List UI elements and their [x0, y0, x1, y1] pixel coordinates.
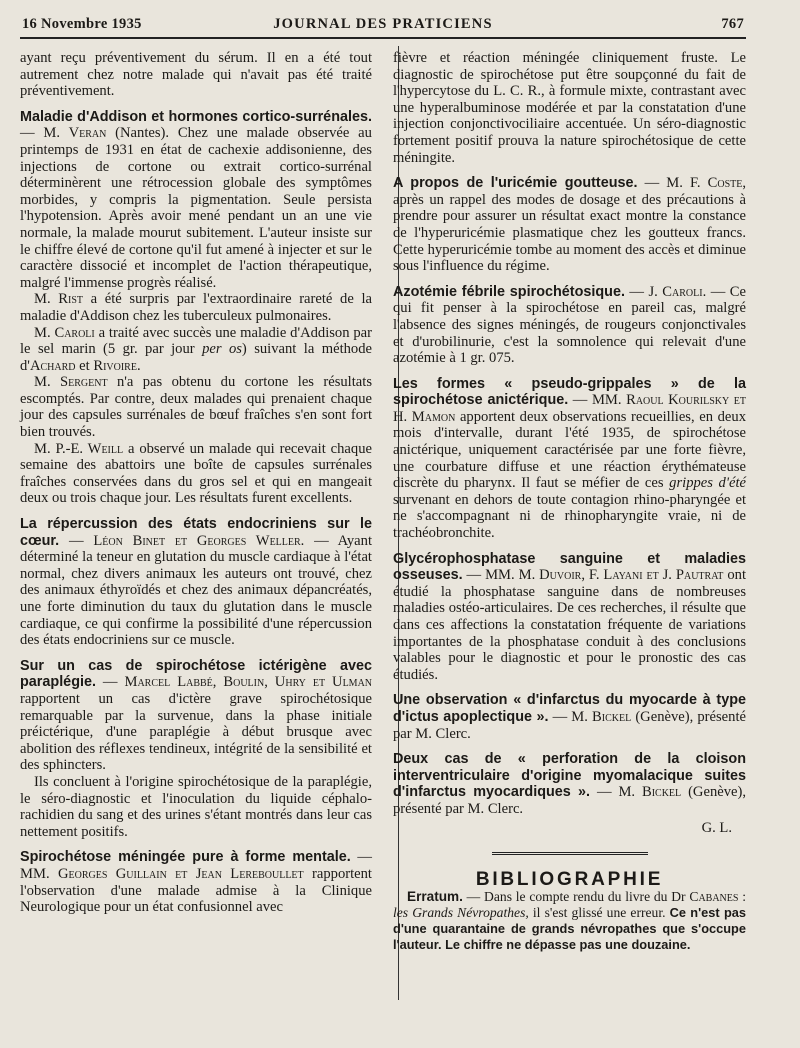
paragraph: Ils concluent à l'origine spirochétosique de la paraplégie, le séro-diagnostic et l'inoculation du liquide céphalo-rachidien du sang et des urines s'étant montrés dans leur cas nettement positifs.	[20, 773, 372, 840]
section-heading: Glycérophosphatase sanguine et maladies osseuses.	[393, 550, 746, 584]
author-name: M. F. Coste,	[666, 175, 747, 192]
author-name: Rivoire	[93, 357, 137, 374]
section-heading: Maladie d'Addison et hormones cortico-surrénales.	[20, 108, 372, 125]
spirochetose-paraplegie-section: Sur un cas de spirochétose ictérigène avec paraplégie. — Marcel Labbé, Boulin, Uhry et Ulman rapportent un cas d'ictère grave spirochétosique remarquable par la survenue, dans la phase initiale préictérique, d'une paraplégie à début brusque avec abolition des réflexes tendineux, intégrité de la sensibilité et des sphincters.	[20, 657, 373, 774]
azotemie-section: Azotémie fébrile spirochétosique. — J. Caroli. — Ce qui fit penser à la spirochétose en pareil cas, malgré l'absence des signes méningés, de rougeurs conjonctivales et d'urobilinurie, c'est la somnolence qui relevait d'une azotémie à 1 gr. 075.	[393, 283, 746, 367]
spirochetose-meningee-section: Spirochétose méningée pure à forme mentale. — MM. Georges Guillain et Jean Lereboullet rapportent l'observation d'une malade admise à la Clinique Neurologique pour un état confusionnel avec	[20, 849, 372, 916]
pseudo-grippales-section: Les formes « pseudo-grippales » de la spirochétose anictérique. — MM. Raoul Kourilsky et H. Mamon apportent deux observations recueillies, en deux mois d'intervalle, durant l'été 1935, de spirochétose anictérique, uniquement caractérisée par une forte fièvre, une courbature diffuse et une réaction érythémateuse discrète du pharynx. Il faut se méfier de ces grippes d'été survenant en dehors de toute contagion rhino-pharyngée et ne s'accompagnant ni de rhinopharyngite vraie, ni de trachéobronchite.	[393, 375, 746, 542]
presenter-text: présenté par M. Clerc.	[393, 800, 524, 817]
journal-title: JOURNAL DES PRATICIENS	[273, 16, 493, 32]
correction-text: Ce n'est pas d'une quarantaine de grands névropathes que s'occupe l'auteur. Le chiffre ne dépasse pas une douzaine.	[393, 904, 746, 952]
section-heading: Deux cas de « perforation de la cloison interventriculaire d'origine myomalacique suites d'infarctus myocardiques ».	[393, 751, 746, 801]
author-name: Cabanes	[689, 888, 739, 904]
paragraph	[20, 291, 372, 324]
paragraph-text: Dans le compte rendu du livre du Dr	[484, 888, 686, 904]
paragraph-text: survenant en dehors de toute contagion rhino-pharyngée et ne s'accompagnant ni de rhinopharyngite vraie, ni de trachéobronchite.	[393, 491, 746, 542]
presenter-text: présenté par M. Clerc.	[393, 708, 746, 742]
paragraph-text: ont étudié la phosphatase sanguine dans de nombreuses maladies ostéo-articulaires. De ces recherches, il résulte que dans ces affections la constatation fréquente de variations importantes de la phosphatase conduit à des conclusions valables pour le diagnostic et pour le pronostic des cas étudiés.	[393, 567, 747, 683]
erratum-paragraph: Erratum. — Dans le compte rendu du livre du Dr Cabanes : les Grands Névropathes, il s'est glissé une erreur. Ce n'est pas d'une quarantaine de grands névropathes que s'occupe l'auteur. Le chiffre ne dépasse pas une douzaine.	[393, 888, 747, 952]
header-rule	[20, 37, 746, 39]
author-name: M. Rist	[34, 291, 83, 308]
author-place: (Nantes).	[115, 125, 170, 142]
paragraph-text: apportent deux observations recueillies, en deux mois d'intervalle, durant l'été 1935, de spirochétose anictérique, uniquement caractérisée par une forte fièvre, une courbature diffuse et une réaction érythémateuse discrète du pharynx. Il faut se méfier de ces	[393, 408, 746, 492]
paragraph-text: rapportent l'observation d'une malade admise à la Clinique Neurologique pour un état confusionnel avec	[20, 865, 372, 916]
author-name: Marcel Labbé, Boulin, Uhry et Ulman	[124, 674, 373, 691]
paragraph-text: Ce qui fit penser à la spirochétose en pareil cas, malgré l'absence des signes méningés, de rougeurs conjonctivales et d'urobilinurie, c'est la somnolence qui relevait d'une azotémie à 1 gr. 075.	[393, 283, 746, 367]
paragraph-text: et	[79, 357, 90, 374]
infarctus-section: Une observation « d'infarctus du myocarde à type d'ictus apoplectique ». — M. Bickel (Genève), présenté par M. Clerc.	[393, 692, 746, 742]
paragraph-text: il s'est glissé une erreur.	[532, 904, 666, 920]
author-name: Achard	[29, 357, 76, 374]
paragraph	[20, 441, 372, 507]
paragraph-text: .	[136, 357, 141, 374]
section-heading: Les formes « pseudo-grippales » de la spirochétose anictérique.	[393, 375, 746, 409]
continued-text: ayant reçu préventivement du sérum. Il en a été tout autrement chez notre malade qui n'avait pas été traité préventivement.	[20, 50, 372, 100]
paragraph-text: Ayant déterminé la teneur en glutation du muscle cardiaque à l'état normal, chez divers animaux les auteurs ont trouvé, chez des animaux éthyroïdés et chez des animaux dépancréatés, une forte diminution du taux du glutation dans le muscle cardiaque, ce qui confirme la possibilité d'une répercussion des états endocriniens sur ce muscle.	[20, 532, 372, 649]
paragraph-text: a traité avec succès une maladie d'Addison par le sel marin (5 gr. par jour	[20, 324, 372, 358]
section-heading: La répercussion des états endocriniens sur le cœur.	[20, 516, 372, 549]
erratum-label: Erratum.	[407, 888, 463, 904]
paragraph	[20, 325, 372, 375]
issue-date: 16 Novembre 1935	[22, 16, 142, 32]
book-title: les Grands Névropathes,	[393, 904, 529, 920]
paragraph-text: n'a pas obtenu du cortone les résultats escomptés. Par contre, deux malades qui prenaient chaque jour des capsules surrénales de bœuf fraîches s'en sont fort bien trouvés.	[20, 374, 373, 441]
section-heading: Azotémie fébrile spirochétosique.	[393, 283, 625, 300]
author-name: M. Veran	[43, 125, 107, 142]
page-header	[22, 14, 744, 36]
uricemie-section: A propos de l'uricémie goutteuse. — M. F. Coste, après un rappel des modes de dosage et des précautions à prendre pour assurer un résultat exact montre la constance de l'hyperuricémie plasmatique chez les goutteux francs. Cette hyperuricémie tombe au moment des accès et diminue sous l'influence du régime.	[393, 175, 747, 275]
paragraph-text: Chez une malade observée au printemps de 1931 en état de cachexie addisonienne, des injections de cortone ou extrait cortico-surrénal déterminèrent une rétrocession globale des symptômes morbides, y compris la pigmentation. Seule persista l'hypotension. Après avoir mené pendant un an une vie normale, la malade mourut subitement. L'auteur insiste sur le chiffre élevé de cortone qu'il fut amené à injecter et sur le caractère dissocié et incomplet de l'action thérapeutique, malgré l'immense progrès réalisé.	[20, 125, 372, 291]
right-column	[393, 50, 746, 953]
section-heading: Sur un cas de spirochétose ictérigène avec paraplégie.	[20, 657, 372, 691]
addison-section: Maladie d'Addison et hormones cortico-surrénales. — M. Veran (Nantes). Chez une malade observée au printemps de 1931 en état de cachexie addisonienne, des injections de cortone ou extrait cortico-surrénal déterminèrent une rétrocession globale des symptômes morbides, y compris la pigmentation. Seule persista l'hypotension. Après avoir mené pendant un an une vie normale, la malade mourut subitement. L'auteur insiste sur le chiffre élevé de cortone qu'il fut amené à injecter et sur le caractère dissocié et incomplet de l'action thérapeutique, malgré l'immense progrès réalisé.	[20, 108, 372, 291]
paragraph-text: ) suivant la méthode d'	[20, 341, 372, 374]
emphasis-text: per os	[202, 341, 242, 358]
perforation-section: Deux cas de « perforation de la cloison interventriculaire d'origine myomalacique suites d'infarctus myocardiques ». — M. Bickel (Genève), présenté par M. Clerc.	[393, 751, 746, 817]
author-signature: G. L.	[701, 819, 732, 836]
author-name: J. Caroli.	[648, 283, 707, 300]
author-name: Léon Binet et Georges Weller.	[93, 532, 305, 549]
author-name: M. Sergent	[34, 374, 108, 391]
bibliography-title: BIBLIOGRAPHIE	[475, 869, 664, 891]
paragraph-text: a observé un malade qui recevait chaque semaine des abattoirs une boîte de capsules surrénales fraîches conservées dans du gros sel et qui en mangeait deux ou trois chaque jour. Les résultats furent excellents.	[20, 440, 372, 507]
paragraph	[20, 374, 372, 440]
paragraph-text: :	[742, 888, 747, 904]
endocrine-section: La répercussion des états endocriniens sur le cœur. — Léon Binet et Georges Weller. — Ayant déterminé la teneur en glutation du muscle cardiaque à l'état normal, chez divers animaux les auteurs ont trouvé, chez des animaux éthyroïdés et chez des animaux dépancréatés, une forte diminution du taux du glutation dans le muscle cardiaque, ce qui confirme la possibilité d'une répercussion des états endocriniens sur ce muscle.	[20, 516, 372, 649]
section-heading: A propos de l'uricémie goutteuse.	[393, 175, 638, 192]
glycerophosphatase-section: Glycérophosphatase sanguine et maladies osseuses. — MM. M. Duvoir, F. Layani et J. Pautrat ont étudié la phosphatase sanguine dans de nombreuses maladies ostéo-articulaires. De ces recherches, il résulte que dans ces affections la constatation fréquente de variations importantes de la phosphatase conduit à des conclusions valables pour le diagnostic et pour le pronostic des cas étudiés.	[393, 550, 747, 683]
author-name: M. Bickel	[571, 708, 632, 725]
section-heading: Une observation « d'infarctus du myocarde à type d'ictus apoplectique ».	[393, 692, 746, 725]
paragraph-text: rapportent un cas d'ictère grave spirochétosique remarquable par la survenue, dans la phase initiale préictérique, d'une paraplégie à début brusque avec abolition des réflexes tendineux, intégrité de la sensibilité et des sphincters.	[20, 690, 372, 774]
paragraph-text: a été surpris par l'extraordinaire rareté de la maladie d'Addison chez les tuberculeux pulmonaires.	[20, 291, 372, 324]
author-name: MM. M. Duvoir, F. Layani et J. Pautrat	[485, 567, 724, 584]
continued-text: fièvre et réaction méningée cliniquement fruste. Le diagnostic de spirochétose put être soupçonné du fait de l'hypercytose du L. C. R., à formule mixte, contrastant avec une hyperalbuminose modérée et par la constatation d'une injection conjonctivociliaire accentuée. Un séro-diagnostic fortement positif prouva la nature spirochétosique de cette méningite.	[393, 50, 746, 166]
emphasis-text: grippes d'été	[669, 475, 746, 492]
author-place: (Genève),	[635, 708, 694, 725]
author-name: M. Caroli	[34, 324, 95, 341]
author-name: MM. Raoul Kourilsky et H. Mamon	[393, 392, 746, 425]
paragraph-text: après un rappel des modes de dosage et des précautions à prendre pour assurer un résultat exact montre la constance de l'hyperuricémie plasmatique chez les goutteux francs. Cette hyperuricémie tombe au moment des accès et diminue sous l'influence du régime.	[393, 191, 746, 275]
author-name: M. P.-E. Weill	[34, 440, 124, 457]
bibliography-rule	[492, 852, 648, 858]
author-name: MM. Georges Guillain et Jean Lereboullet	[20, 865, 304, 882]
author-place: (Genève),	[688, 784, 746, 801]
author-name: M. Bickel	[618, 784, 682, 801]
page-number: 767	[721, 16, 744, 32]
section-heading: Spirochétose méningée pure à forme mentale.	[20, 849, 351, 866]
left-column	[20, 50, 372, 916]
